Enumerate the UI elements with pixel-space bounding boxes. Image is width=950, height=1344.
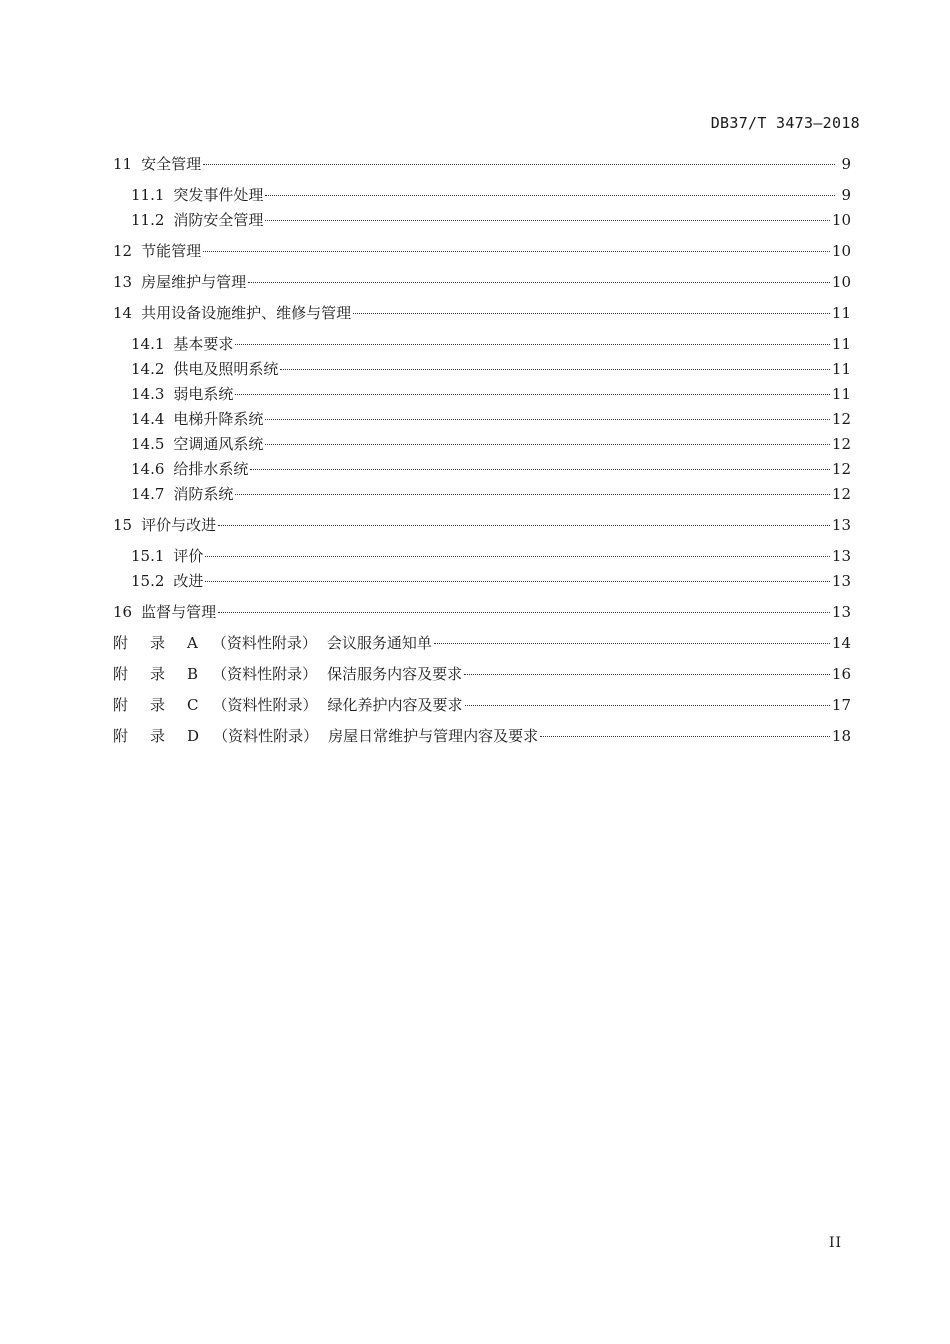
toc-entry-label: 16 监督与管理 bbox=[113, 603, 217, 621]
toc-entry-label: 15.1 评价 bbox=[131, 547, 204, 565]
toc-entry-label: 14 共用设备设施维护、维修与管理 bbox=[113, 304, 352, 322]
toc-entry-label: 13 房屋维护与管理 bbox=[113, 273, 247, 291]
toc-entry-label: 12 节能管理 bbox=[113, 242, 202, 260]
toc-entry-label: 14.6 给排水系统 bbox=[131, 460, 249, 478]
toc-entry-label: 附 录 A （资料性附录） 会议服务通知单 bbox=[113, 634, 432, 652]
toc-page-number: 13 bbox=[831, 603, 851, 621]
toc-entry-11-2[interactable] bbox=[131, 208, 851, 232]
toc-page-number: 11 bbox=[831, 335, 851, 353]
toc-page-number: 12 bbox=[831, 485, 851, 503]
toc-page-number: 16 bbox=[831, 665, 851, 683]
toc-entry-14[interactable] bbox=[113, 301, 851, 325]
toc-entry-14-1[interactable] bbox=[131, 332, 851, 356]
toc-page-number: 13 bbox=[831, 572, 851, 590]
dot-leader bbox=[205, 556, 829, 557]
toc-page-number: 11 bbox=[831, 304, 851, 322]
toc-entry-12[interactable] bbox=[113, 239, 851, 263]
toc-entry-label: 14.4 电梯升降系统 bbox=[131, 410, 264, 428]
toc-entry-11-1[interactable] bbox=[131, 183, 851, 207]
toc-entry-label: 附 录 D （资料性附录） 房屋日常维护与管理内容及要求 bbox=[113, 727, 539, 745]
dot-leader bbox=[265, 444, 829, 445]
toc-page-number: 10 bbox=[831, 273, 851, 291]
dot-leader bbox=[540, 736, 830, 737]
dot-leader bbox=[235, 344, 829, 345]
dot-leader bbox=[434, 643, 830, 644]
dot-leader bbox=[465, 705, 830, 706]
toc-entry-14-5[interactable] bbox=[131, 432, 851, 456]
dot-leader bbox=[203, 164, 835, 165]
dot-leader bbox=[265, 419, 829, 420]
toc-entry-label: 附 录 B （资料性附录） 保洁服务内容及要求 bbox=[113, 665, 463, 683]
toc-page-number: 11 bbox=[831, 385, 851, 403]
toc-page-number: 11 bbox=[831, 360, 851, 378]
document-code: DB37/T 3473—2018 bbox=[710, 114, 860, 132]
dot-leader bbox=[203, 251, 830, 252]
toc-entry-15-1[interactable] bbox=[131, 544, 851, 568]
toc-appendix-a[interactable] bbox=[113, 631, 851, 655]
toc-entry-label: 11 安全管理 bbox=[113, 155, 202, 173]
toc-page-number: 12 bbox=[831, 460, 851, 478]
toc-entry-14-3[interactable] bbox=[131, 382, 851, 406]
dot-leader bbox=[205, 581, 829, 582]
toc-page-number: 10 bbox=[831, 211, 851, 229]
toc-page-number: 9 bbox=[841, 155, 851, 173]
toc-page-number: 13 bbox=[831, 547, 851, 565]
dot-leader bbox=[464, 674, 830, 675]
toc-entry-label: 附 录 C （资料性附录） 绿化养护内容及要求 bbox=[113, 696, 463, 714]
toc-entry-label: 11.1 突发事件处理 bbox=[131, 186, 264, 204]
toc-entry-14-4[interactable] bbox=[131, 407, 851, 431]
toc-appendix-c[interactable] bbox=[113, 693, 851, 717]
toc-page-number: 12 bbox=[831, 435, 851, 453]
dot-leader bbox=[235, 394, 829, 395]
toc-page-number: 17 bbox=[831, 696, 851, 714]
dot-leader bbox=[235, 494, 829, 495]
toc-page-number: 12 bbox=[831, 410, 851, 428]
page-number: II bbox=[829, 1235, 843, 1251]
dot-leader bbox=[218, 612, 830, 613]
toc-appendix-b[interactable] bbox=[113, 662, 851, 686]
toc-page-number: 10 bbox=[831, 242, 851, 260]
toc-entry-14-2[interactable] bbox=[131, 357, 851, 381]
dot-leader bbox=[353, 313, 830, 314]
dot-leader bbox=[250, 469, 829, 470]
toc-entry-label: 14.7 消防系统 bbox=[131, 485, 234, 503]
toc-page-number: 18 bbox=[831, 727, 851, 745]
toc-entry-label: 14.2 供电及照明系统 bbox=[131, 360, 279, 378]
toc-entry-label: 11.2 消防安全管理 bbox=[131, 211, 264, 229]
dot-leader bbox=[265, 195, 835, 196]
toc-entry-14-7[interactable] bbox=[131, 482, 851, 506]
toc-entry-label: 15.2 改进 bbox=[131, 572, 204, 590]
toc-entry-13[interactable] bbox=[113, 270, 851, 294]
dot-leader bbox=[218, 525, 830, 526]
toc-entry-11[interactable] bbox=[113, 152, 851, 176]
dot-leader bbox=[265, 220, 829, 221]
toc-entry-15-2[interactable] bbox=[131, 569, 851, 593]
toc-entry-14-6[interactable] bbox=[131, 457, 851, 481]
toc-entry-15[interactable] bbox=[113, 513, 851, 537]
dot-leader bbox=[280, 369, 829, 370]
dot-leader bbox=[248, 282, 830, 283]
toc-entry-label: 14.3 弱电系统 bbox=[131, 385, 234, 403]
toc-page-number: 13 bbox=[831, 516, 851, 534]
toc-entry-label: 14.1 基本要求 bbox=[131, 335, 234, 353]
toc-entry-label: 14.5 空调通风系统 bbox=[131, 435, 264, 453]
toc-entry-16[interactable] bbox=[113, 600, 851, 624]
toc-entry-label: 15 评价与改进 bbox=[113, 516, 217, 534]
toc-appendix-d[interactable] bbox=[113, 724, 851, 748]
toc-page-number: 9 bbox=[841, 186, 851, 204]
toc-page-number: 14 bbox=[831, 634, 851, 652]
